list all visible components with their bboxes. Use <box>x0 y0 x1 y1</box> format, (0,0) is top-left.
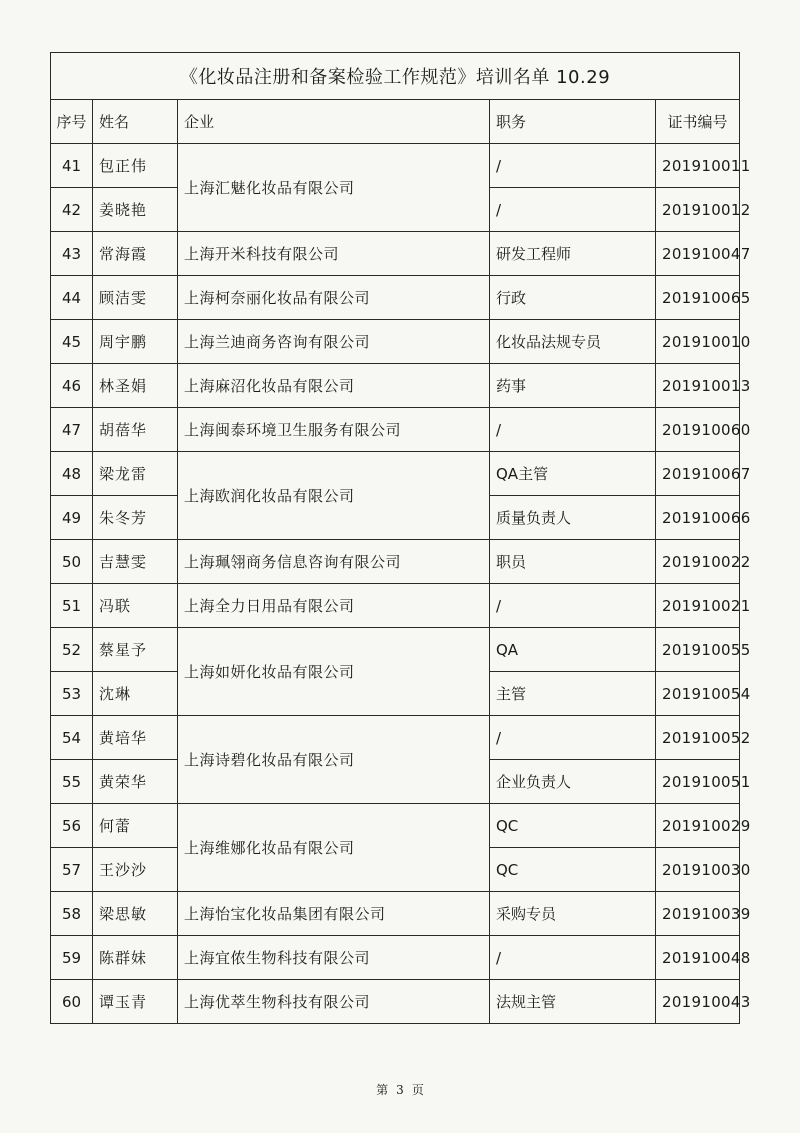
training-roster-table <box>50 52 751 1024</box>
row-certificate: 201910029 <box>656 804 740 848</box>
row-seq: 51 <box>51 584 93 628</box>
row-certificate: 201910065 <box>656 276 740 320</box>
row-name: 林圣娟 <box>93 364 178 408</box>
table-row <box>51 980 740 1024</box>
document-title: 《化妆品注册和备案检验工作规范》培训名单 10.29 <box>51 53 740 100</box>
row-company: 上海宜侬生物科技有限公司 <box>178 936 490 980</box>
row-company: 上海全力日用品有限公司 <box>178 584 490 628</box>
row-name: 胡蓓华 <box>93 408 178 452</box>
row-name: 蔡星予 <box>93 628 178 672</box>
footer-prefix: 第 <box>376 1083 389 1097</box>
table-row <box>51 232 740 276</box>
table-row <box>51 452 740 496</box>
row-certificate: 201910043 <box>656 980 740 1024</box>
row-company: 上海汇魅化妆品有限公司 <box>178 144 490 232</box>
row-name: 陈群妹 <box>93 936 178 980</box>
row-certificate: 201910021 <box>656 584 740 628</box>
row-company: 上海怡宝化妆品集团有限公司 <box>178 892 490 936</box>
table-row <box>51 276 740 320</box>
row-name: 王沙沙 <box>93 848 178 892</box>
row-position: 主管 <box>490 672 656 716</box>
row-name: 何蕾 <box>93 804 178 848</box>
row-position: QC <box>490 848 656 892</box>
row-certificate: 201910013 <box>656 364 740 408</box>
page-footer <box>0 1081 800 1098</box>
row-seq: 48 <box>51 452 93 496</box>
row-name: 姜晓艳 <box>93 188 178 232</box>
row-company: 上海闽泰环境卫生服务有限公司 <box>178 408 490 452</box>
row-certificate: 201910030 <box>656 848 740 892</box>
row-certificate: 201910066 <box>656 496 740 540</box>
row-seq: 57 <box>51 848 93 892</box>
row-name: 沈琳 <box>93 672 178 716</box>
row-seq: 43 <box>51 232 93 276</box>
table-row <box>51 628 740 672</box>
row-certificate: 201910048 <box>656 936 740 980</box>
header-position: 职务 <box>490 100 656 144</box>
row-company: 上海柯奈丽化妆品有限公司 <box>178 276 490 320</box>
row-certificate: 201910067 <box>656 452 740 496</box>
row-position: / <box>490 408 656 452</box>
row-company: 上海优萃生物科技有限公司 <box>178 980 490 1024</box>
row-certificate: 201910055 <box>656 628 740 672</box>
row-seq: 49 <box>51 496 93 540</box>
row-position: QC <box>490 804 656 848</box>
row-position: 研发工程师 <box>490 232 656 276</box>
footer-suffix: 页 <box>411 1083 424 1097</box>
table-row <box>51 584 740 628</box>
header-certificate: 证书编号 <box>656 100 740 144</box>
row-seq: 52 <box>51 628 93 672</box>
table-row <box>51 936 740 980</box>
row-name: 周宇鹏 <box>93 320 178 364</box>
row-name: 朱冬芳 <box>93 496 178 540</box>
row-position: 化妆品法规专员 <box>490 320 656 364</box>
table-row <box>51 320 740 364</box>
row-company: 上海开米科技有限公司 <box>178 232 490 276</box>
row-name: 梁龙雷 <box>93 452 178 496</box>
row-name: 谭玉青 <box>93 980 178 1024</box>
row-certificate: 201910051 <box>656 760 740 804</box>
row-position: / <box>490 144 656 188</box>
row-certificate: 201910047 <box>656 232 740 276</box>
row-position: 采购专员 <box>490 892 656 936</box>
row-name: 梁思敏 <box>93 892 178 936</box>
row-seq: 41 <box>51 144 93 188</box>
row-certificate: 201910012 <box>656 188 740 232</box>
row-name: 冯联 <box>93 584 178 628</box>
row-position: 法规主管 <box>490 980 656 1024</box>
row-company: 上海如妍化妆品有限公司 <box>178 628 490 716</box>
table-row <box>51 892 740 936</box>
row-certificate: 201910052 <box>656 716 740 760</box>
table-row <box>51 408 740 452</box>
row-name: 黄荣华 <box>93 760 178 804</box>
row-name: 包正伟 <box>93 144 178 188</box>
row-company: 上海珮翎商务信息咨询有限公司 <box>178 540 490 584</box>
row-seq: 50 <box>51 540 93 584</box>
table-row <box>51 144 740 188</box>
row-position: 质量负责人 <box>490 496 656 540</box>
row-seq: 56 <box>51 804 93 848</box>
row-certificate: 201910054 <box>656 672 740 716</box>
row-company: 上海麻沼化妆品有限公司 <box>178 364 490 408</box>
table-row <box>51 716 740 760</box>
row-position: QA主管 <box>490 452 656 496</box>
title-row <box>51 53 740 100</box>
row-seq: 42 <box>51 188 93 232</box>
row-seq: 47 <box>51 408 93 452</box>
row-company: 上海欧润化妆品有限公司 <box>178 452 490 540</box>
row-certificate: 201910060 <box>656 408 740 452</box>
row-certificate: 201910039 <box>656 892 740 936</box>
table-row <box>51 804 740 848</box>
roster-body <box>51 144 751 1024</box>
row-seq: 45 <box>51 320 93 364</box>
row-company: 上海兰迪商务咨询有限公司 <box>178 320 490 364</box>
row-position: / <box>490 188 656 232</box>
row-seq: 44 <box>51 276 93 320</box>
row-certificate: 201910010 <box>656 320 740 364</box>
row-position: 企业负责人 <box>490 760 656 804</box>
row-company: 上海诗碧化妆品有限公司 <box>178 716 490 804</box>
header-company: 企业 <box>178 100 490 144</box>
row-seq: 55 <box>51 760 93 804</box>
row-company: 上海维娜化妆品有限公司 <box>178 804 490 892</box>
row-seq: 59 <box>51 936 93 980</box>
row-position: / <box>490 584 656 628</box>
table-row <box>51 364 740 408</box>
row-position: / <box>490 936 656 980</box>
row-seq: 53 <box>51 672 93 716</box>
row-position: QA <box>490 628 656 672</box>
table-row <box>51 540 740 584</box>
header-name: 姓名 <box>93 100 178 144</box>
row-name: 黄培华 <box>93 716 178 760</box>
row-position: 职员 <box>490 540 656 584</box>
row-seq: 58 <box>51 892 93 936</box>
row-seq: 60 <box>51 980 93 1024</box>
row-seq: 54 <box>51 716 93 760</box>
row-position: 行政 <box>490 276 656 320</box>
row-certificate: 201910022 <box>656 540 740 584</box>
row-name: 吉慧雯 <box>93 540 178 584</box>
row-certificate: 201910011 <box>656 144 740 188</box>
row-seq: 46 <box>51 364 93 408</box>
row-position: 药事 <box>490 364 656 408</box>
row-position: / <box>490 716 656 760</box>
header-row <box>51 100 740 144</box>
page-number: 3 <box>396 1083 404 1097</box>
row-name: 常海霞 <box>93 232 178 276</box>
header-seq: 序号 <box>51 100 93 144</box>
row-name: 顾洁雯 <box>93 276 178 320</box>
